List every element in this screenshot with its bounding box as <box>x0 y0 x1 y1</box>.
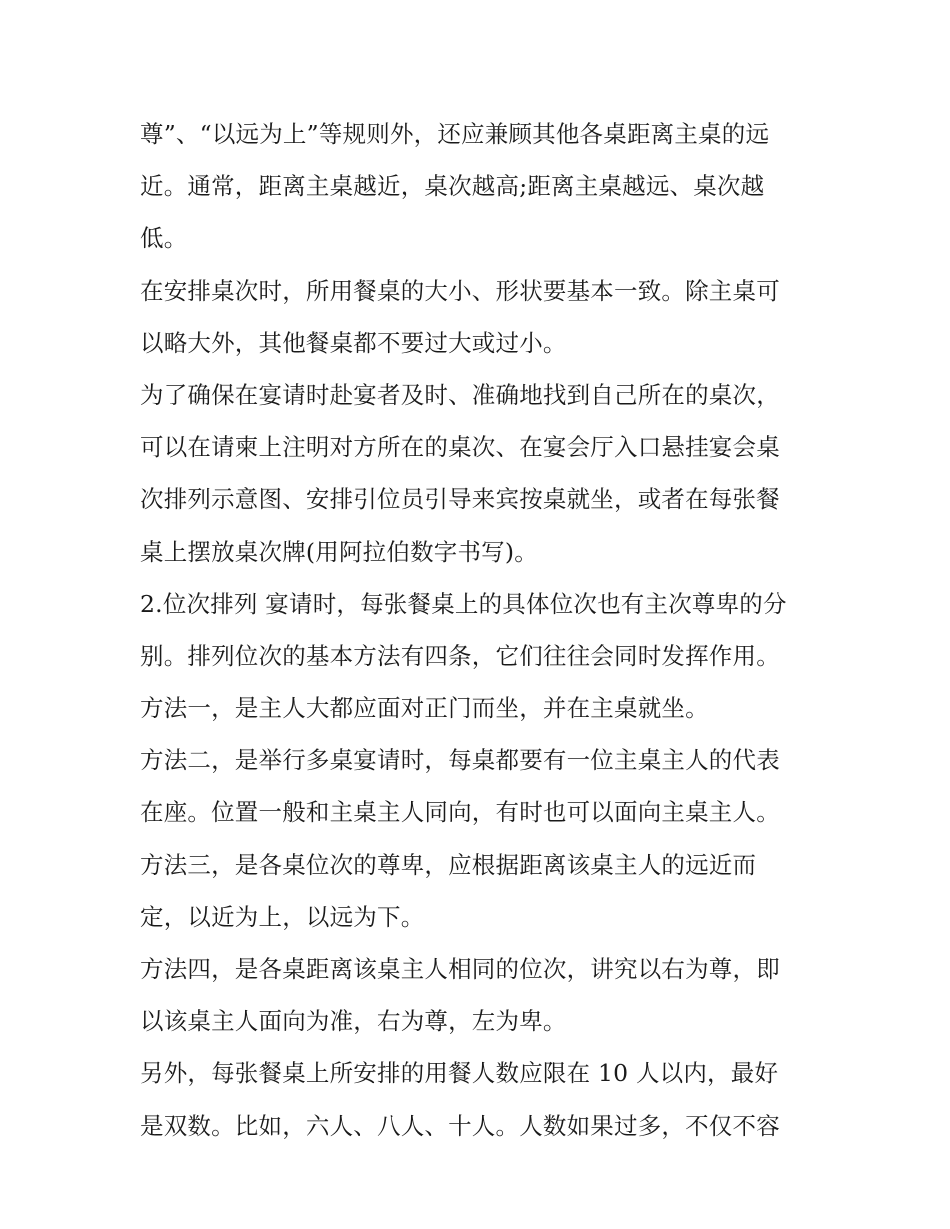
text-line: 为了确保在宴请时赴宴者及时、准确地找到自己所在的桌次， <box>140 380 780 409</box>
text-line: 方法三，是各桌位次的尊卑，应根据距离该桌主人的远近而 <box>140 850 757 879</box>
text-line: 方法二，是举行多桌宴请时，每桌都要有一位主桌主人的代表 <box>140 746 780 775</box>
text-line: 别。排列位次的基本方法有四条，它们往往会同时发挥作用。 <box>140 641 780 670</box>
text-line: 近。通常，距离主桌越近，桌次越高;距离主桌越远、桌次越 <box>140 172 765 201</box>
text-line: 桌上摆放桌次牌(用阿拉伯数字书写)。 <box>140 537 538 566</box>
text-line: 尊”、“以远为上”等规则外，还应兼顾其他各桌距离主桌的远 <box>140 120 770 148</box>
text-line: 定，以近为上，以远为下。 <box>140 902 425 931</box>
text-line: 方法一，是主人大都应面对正门而坐，并在主桌就坐。 <box>140 694 709 723</box>
text-line: 是双数。比如，六人、八人、十人。人数如果过多，不仅不容 <box>140 1111 780 1140</box>
text-line: 在座。位置一般和主桌主人同向，有时也可以面向主桌主人。 <box>140 798 780 827</box>
document-body <box>140 108 820 1152</box>
text-line: 低。 <box>140 224 188 253</box>
text-line: 以略大外，其他餐桌都不要过大或过小。 <box>140 328 567 357</box>
text-line: 2.位次排列 宴请时，每张餐桌上的具体位次也有主次尊卑的分 <box>140 589 787 618</box>
text-line: 方法四，是各桌距离该桌主人相同的位次，讲究以右为尊，即 <box>140 955 780 983</box>
text-line: 以该桌主人面向为准，右为尊，左为卑。 <box>140 1007 567 1036</box>
text-line: 次排列示意图、安排引位员引导来宾按桌就坐，或者在每张餐 <box>140 485 780 514</box>
text-line: 另外，每张餐桌上所安排的用餐人数应限在 10 人以内，最好 <box>140 1059 779 1088</box>
text-line: 可以在请柬上注明对方所在的桌次、在宴会厅入口悬挂宴会桌 <box>140 433 780 462</box>
text-line: 在安排桌次时，所用餐桌的大小、形状要基本一致。除主桌可 <box>140 276 780 305</box>
